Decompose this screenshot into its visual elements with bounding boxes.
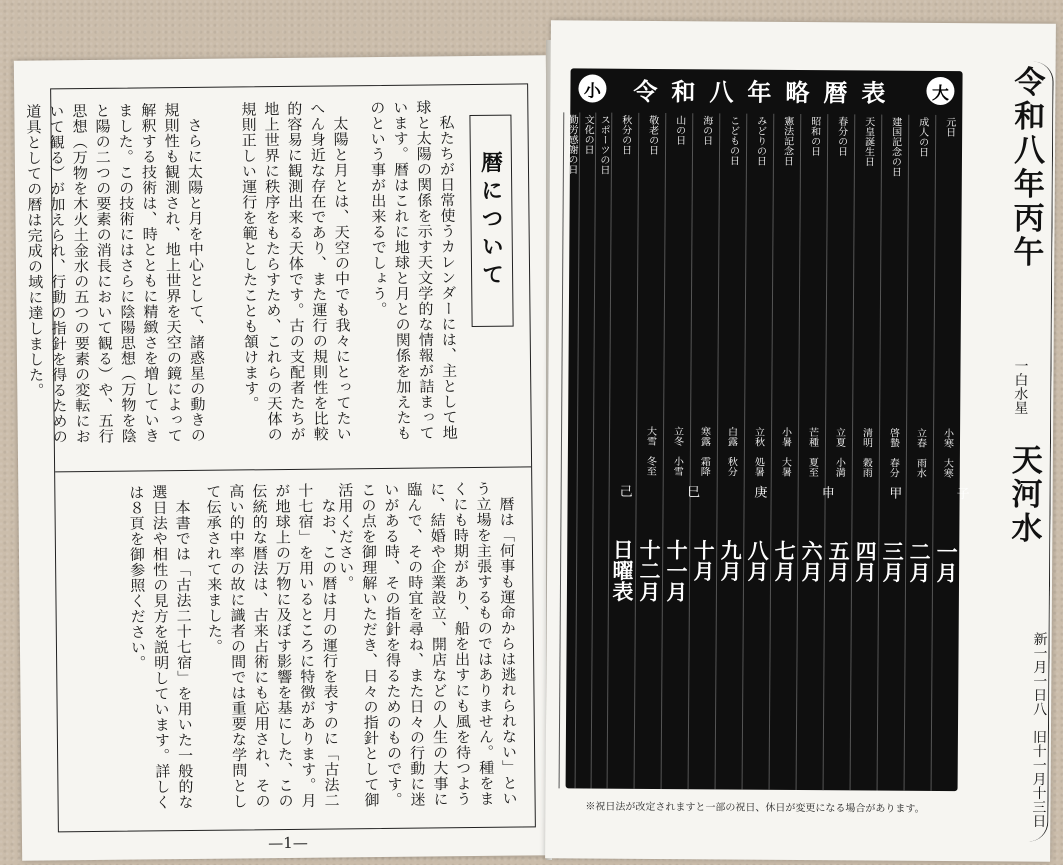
holiday-label: 敬老の日 — [646, 114, 658, 155]
star-label: 一白水星 — [1012, 358, 1029, 415]
holiday-label: 元日 — [943, 116, 955, 138]
year-title: 令和八年丙午 — [1007, 65, 1045, 270]
holiday-label: 秋分の日 — [619, 114, 631, 155]
page-title: 暦について — [477, 150, 505, 291]
month-label: 五月 — [826, 540, 852, 583]
month-label: 九月 — [718, 539, 744, 582]
almanac-table — [565, 68, 970, 791]
month-label: 六月 — [799, 540, 825, 583]
almanac-column — [931, 115, 963, 791]
paragraph-5: なお、この暦は月の運行を表すのに「古法二十七宿」を用いるところに特徴があります。月が地球上の万物に及ぼす影響を基にした、この伝統的な暦法は、古来占術にも応用され、その高い的中率の故に識者の間では重要な学問として伝承されて来ました。 — [204, 482, 341, 810]
element-label: 天河水 — [1005, 443, 1042, 546]
title-box — [469, 115, 513, 327]
sekki-label: 立夏 小満 — [833, 427, 845, 478]
holiday-label: みどりの日 — [754, 115, 766, 166]
sekki-label: 啓蟄 春分 — [887, 427, 899, 478]
sekki-label: 立秋 処暑 — [752, 426, 764, 477]
holiday-label: 成人の日 — [916, 116, 928, 157]
kanshi-item: 巳 — [687, 485, 701, 501]
holiday-label: 昭和の日 — [808, 116, 820, 157]
paragraph-1: 私たちが日常使うカレンダーには、主として地球と太陽の関係を示す天文学的な情報が詰まっています。暦はこれに地球と月との関係を加えたものという事が出来るでしょう。 — [368, 99, 459, 441]
holiday-label: 勤労感謝の日 — [565, 114, 578, 175]
paragraph-2: 太陽と月とは、天空の中でも我々にとってたいへん身近な存在であり、また運行の規則性を比較的容易に観測出来る天体です。古の支配者たちが地上世界に秩序をもたらすため、これらの天体の規則正しい運行を範としたことも頷けます。 — [239, 100, 353, 443]
almanac-heading: 令和八年略暦表 — [633, 76, 900, 108]
footnote: ※祝日法が改定されますと一部の祝日、休日が変更になる場合があります。 — [585, 801, 925, 815]
month-label: 一月 — [934, 541, 960, 584]
sekki-label: 大雪 冬至 — [644, 426, 656, 477]
left-page — [14, 55, 554, 861]
holiday-label: 文化の日 — [581, 114, 594, 155]
month-label: 十月 — [691, 539, 717, 582]
small-month-badge: 小 — [578, 74, 606, 102]
sekki-label: 清明 穀雨 — [860, 427, 872, 478]
sekki-label: 小暑 大暑 — [779, 427, 791, 478]
large-month-badge: 大 — [926, 77, 954, 105]
upper-section — [24, 84, 531, 472]
new-year-label: 新一月一日八 旧十一月十三日 — [1030, 631, 1048, 828]
holiday-label: こどもの日 — [727, 115, 739, 166]
sekki-label: 小寒 大寒 — [941, 428, 953, 479]
holiday-label: 天皇誕生日 — [862, 116, 874, 167]
sekki-label: 芒種 夏至 — [806, 427, 818, 478]
paragraph-6: 本書では「古法二十七宿」を用いた一般的な選日法や相性の見方を説明しています。詳しくは８頁を御参照ください。 — [127, 483, 195, 810]
kanshi-item: 甲 — [889, 486, 903, 502]
sekki-label: 立冬 小雪 — [671, 426, 683, 477]
almanac-columns — [566, 112, 963, 791]
holiday-label: 憲法記念日 — [781, 115, 793, 166]
month-label: 四月 — [853, 540, 879, 583]
kanshi-item: 己 — [619, 484, 633, 500]
kanshi-item: 庚 — [754, 485, 768, 501]
month-label: 十二月 — [636, 539, 663, 603]
sekki-label: 寒露 霜降 — [698, 426, 710, 477]
right-page — [545, 20, 1056, 862]
sekki-label: 白露 秋分 — [725, 426, 737, 477]
holiday-label: 海の日 — [700, 115, 712, 146]
sekki-label: 立春 雨水 — [914, 428, 926, 479]
kanshi-item: 子 — [956, 487, 970, 503]
paragraph-4: 暦は「何事も運命からは逃れられない」という立場を主張するものではありません。種をまくにも時期があり、船を出すにも風を待つように、結婚や企業設立、開店などの人生の大事に臨んで、その時宜を尋ね、また日々の行動に迷いがある時、その指針を得るためのものです。この点を御理解いただき、日々の指針として御活用ください。 — [336, 480, 519, 808]
page-number: —1— — [268, 833, 308, 853]
paragraph-3: さらに太陽と月を中心として、諸惑星の動きの規則性も観測され、地上世界を天空の鏡によって解釈する技術は、時とともに精緻さを増していきました。この技術にはさらに陰陽思想（万物を陰と陽の二つの要素の消長において観る）や、五行思想（万物を木火土金水の五つの要素の変転において観る）が加えられ、行動の指針を得るための道具としての暦は完成の域に達しました。 — [24, 101, 207, 445]
day-table-label: 日曜表 — [609, 538, 636, 603]
month-label: 二月 — [907, 540, 933, 584]
month-label: 三月 — [880, 540, 906, 583]
kanshi-row — [620, 481, 970, 505]
holiday-label: 建国記念の日 — [889, 116, 901, 177]
month-label: 七月 — [772, 540, 798, 583]
holiday-label: 春分の日 — [835, 116, 847, 157]
month-label: 十一月 — [663, 539, 690, 603]
month-label: 八月 — [745, 539, 771, 583]
kanshi-item: 申 — [821, 486, 835, 502]
left-page-frame — [24, 83, 536, 832]
holiday-label: 山の日 — [673, 115, 685, 146]
holiday-label: スポーツの日 — [597, 114, 610, 175]
lower-section — [55, 468, 535, 829]
